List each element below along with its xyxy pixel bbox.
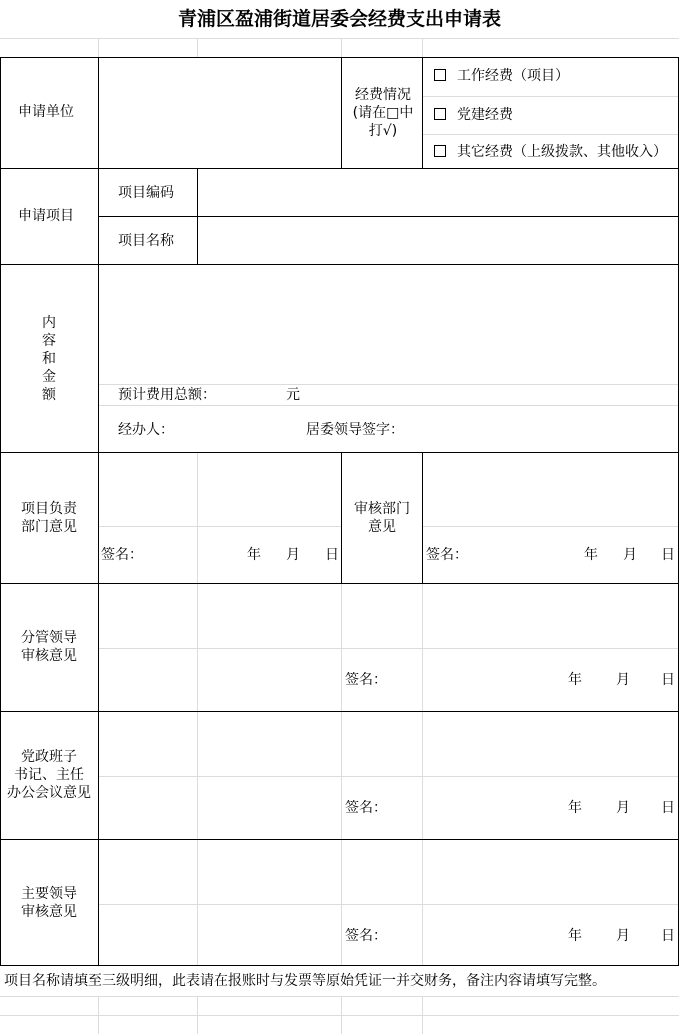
currency-label: 元 bbox=[286, 387, 300, 403]
main-sign-day: 日 bbox=[661, 928, 675, 944]
checkbox-icon[interactable] bbox=[434, 145, 446, 157]
party-sign-month: 月 bbox=[616, 800, 630, 816]
dept-opinion-label: 项目负责 部门意见 bbox=[21, 501, 77, 535]
main-sign-label: 签名： bbox=[345, 928, 387, 944]
funding-option-party[interactable] bbox=[434, 106, 513, 124]
audit-sign-label: 签名： bbox=[426, 547, 468, 563]
audit-sign-year: 年 bbox=[584, 547, 598, 563]
project-code-label: 项目编码 bbox=[118, 185, 174, 201]
audit-sign-day: 日 bbox=[661, 547, 675, 563]
dept-sign-day: 日 bbox=[325, 547, 339, 563]
audit-sign-month: 月 bbox=[623, 547, 637, 563]
main-opinion-label: 主要领导 审核意见 bbox=[21, 886, 77, 920]
content-field[interactable] bbox=[100, 266, 677, 383]
party-sign-day: 日 bbox=[661, 800, 675, 816]
content-label: 内 容 和 金 额 bbox=[42, 315, 56, 403]
dept-sign-label: 签名： bbox=[101, 547, 143, 563]
leader-sign-day: 日 bbox=[661, 672, 675, 688]
leader-sign-label: 居委领导签字： bbox=[306, 422, 404, 438]
main-sign-year: 年 bbox=[568, 928, 582, 944]
main-sign-month: 月 bbox=[616, 928, 630, 944]
form-title: 青浦区盈浦街道居委会经费支出申请表 bbox=[177, 8, 501, 30]
leader-opinion-field[interactable] bbox=[100, 585, 677, 647]
footer-note: 项目名称请填至三级明细，此表请在报账时与发票等原始凭证一并交财务，备注内容请填写完整。 bbox=[4, 973, 606, 989]
project-label: 申请项目 bbox=[18, 208, 74, 224]
funding-option-other-label: 其它经费（上级拨款、其他收入） bbox=[457, 144, 667, 160]
project-code-field[interactable] bbox=[199, 170, 677, 215]
funding-option-work-label: 工作经费（项目） bbox=[457, 68, 569, 84]
leader-sign-label: 签名： bbox=[345, 672, 387, 688]
dept-opinion-field[interactable] bbox=[100, 454, 340, 524]
audit-opinion-field[interactable] bbox=[424, 454, 677, 524]
project-name-field[interactable] bbox=[199, 218, 677, 263]
party-opinion-label: 党政班子 书记、主任 办公会议意见 bbox=[7, 749, 91, 801]
party-sign-year: 年 bbox=[568, 800, 582, 816]
funding-option-work[interactable] bbox=[434, 67, 569, 85]
applicant-unit-label: 申请单位 bbox=[18, 104, 74, 120]
leader-sign-month: 月 bbox=[616, 672, 630, 688]
total-amount-label: 预计费用总额： bbox=[118, 387, 216, 403]
leader-opinion-label: 分管领导 审核意见 bbox=[21, 630, 77, 664]
funding-label: 经费情况 (请在□中 打√) bbox=[352, 87, 414, 139]
handler-label: 经办人： bbox=[118, 422, 174, 438]
main-opinion-field[interactable] bbox=[100, 841, 677, 903]
funding-option-other[interactable] bbox=[434, 143, 667, 161]
audit-opinion-label: 审核部门 意见 bbox=[354, 501, 410, 535]
party-opinion-field[interactable] bbox=[100, 713, 677, 775]
project-name-label: 项目名称 bbox=[118, 233, 174, 249]
dept-sign-month: 月 bbox=[286, 547, 300, 563]
leader-sign-year: 年 bbox=[568, 672, 582, 688]
dept-sign-year: 年 bbox=[247, 547, 261, 563]
checkbox-icon[interactable] bbox=[434, 69, 446, 81]
checkbox-icon[interactable] bbox=[434, 108, 446, 120]
funding-option-party-label: 党建经费 bbox=[457, 107, 513, 123]
party-sign-label: 签名： bbox=[345, 800, 387, 816]
